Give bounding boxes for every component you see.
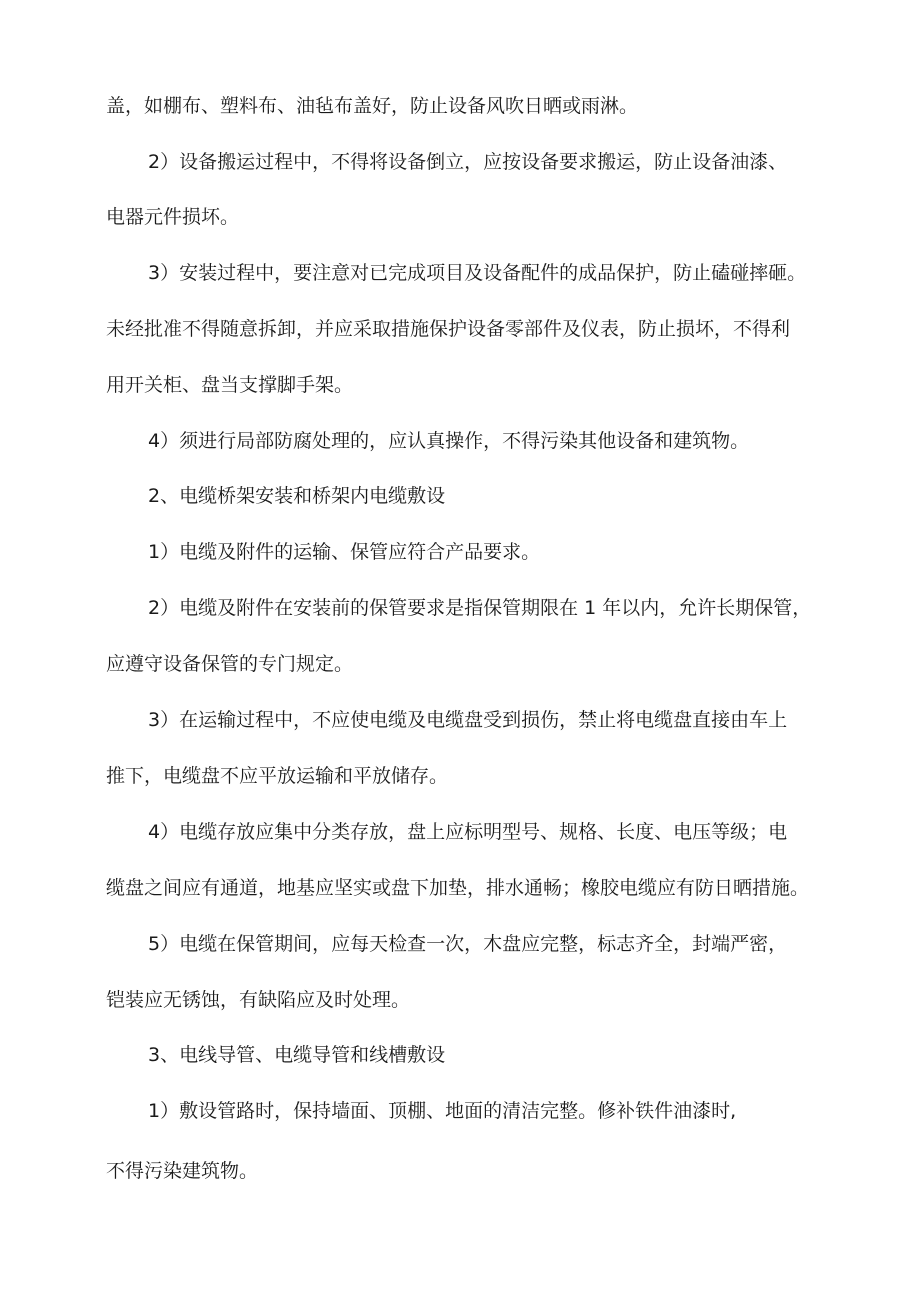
text-line-19: 1）敷设管路时，保持墙面、顶棚、地面的清洁完整。修补铁件油漆时, xyxy=(148,1100,737,1122)
text-line-9: 1）电缆及附件的运输、保管应符合产品要求。 xyxy=(148,541,541,563)
text-line-6: 用开关柜、盘当支撑脚手架。 xyxy=(106,374,354,396)
text-line-16: 5）电缆在保管期间，应每天检查一次，木盘应完整，标志齐全，封端严密， xyxy=(148,933,788,955)
text-line-5: 未经批准不得随意拆卸，并应采取措施保护设备零部件及仪表，防止损坏，不得利 xyxy=(106,318,791,340)
text-line-11: 应遵守设备保管的专门规定。 xyxy=(106,653,354,675)
text-line-14: 4）电缆存放应集中分类存放，盘上应标明型号、规格、长度、电压等级；电 xyxy=(148,821,788,843)
section-heading-2: 2、电缆桥架安装和桥架内电缆敷设 xyxy=(148,485,446,507)
section-heading-3: 3、电线导管、电缆导管和线槽敷设 xyxy=(148,1044,446,1066)
text-line-20: 不得污染建筑物。 xyxy=(106,1160,259,1182)
text-line-15: 缆盘之间应有通道，地基应坚实或盘下加垫，排水通畅；橡胶电缆应有防日晒措施。 xyxy=(106,877,810,899)
text-line-4: 3）安装过程中，要注意对已完成项目及设备配件的成品保护，防止磕碰摔砸。 xyxy=(148,262,807,284)
text-line-2: 2）设备搬运过程中，不得将设备倒立，应按设备要求搬运，防止设备油漆、 xyxy=(148,151,788,173)
text-line-1: 盖，如棚布、塑料布、油毡布盖好，防止设备风吹日晒或雨淋。 xyxy=(106,95,639,117)
text-line-3: 电器元件损坏。 xyxy=(106,206,240,228)
text-line-17: 铠装应无锈蚀，有缺陷应及时处理。 xyxy=(106,989,411,1011)
text-line-7: 4）须进行局部防腐处理的，应认真操作，不得污染其他设备和建筑物。 xyxy=(148,430,750,452)
text-line-10: 2）电缆及附件在安装前的保管要求是指保管期限在 1 年以内，允许长期保管， xyxy=(148,597,812,619)
text-line-13: 推下，电缆盘不应平放运输和平放储存。 xyxy=(106,765,449,787)
text-line-12: 3）在运输过程中，不应使电缆及电缆盘受到损伤，禁止将电缆盘直接由车上 xyxy=(148,709,788,731)
